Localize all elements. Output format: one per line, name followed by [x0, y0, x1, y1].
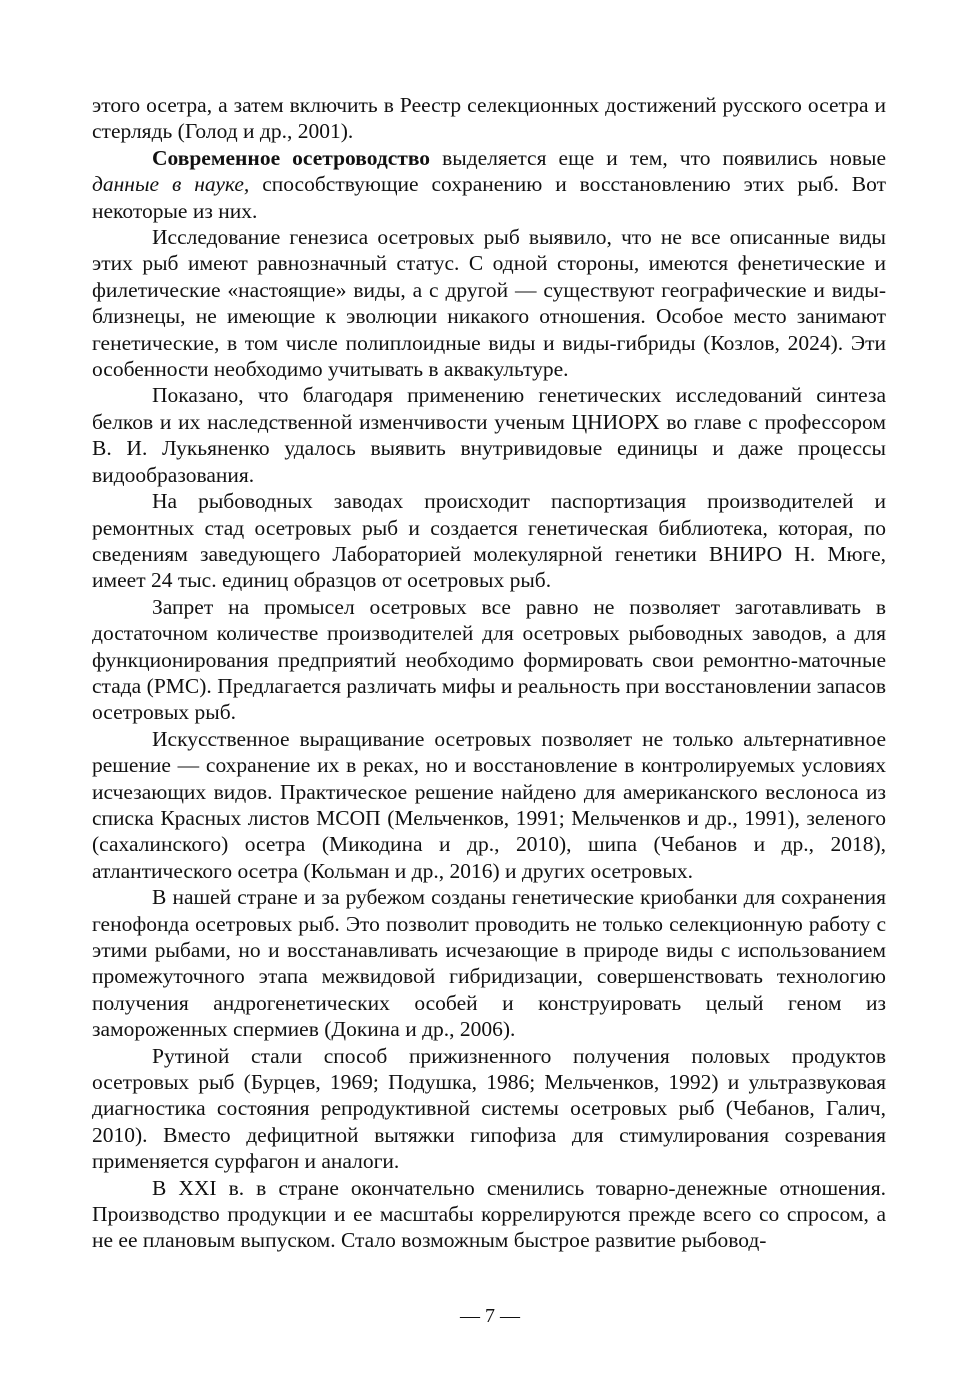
paragraph-continuation: этого осетра, а затем включить в Реестр селекционных достижений русского осетра и стерлядь (Голод и др., 2001).: [92, 93, 886, 144]
italic-term: данные в науке,: [92, 172, 250, 197]
paragraph-artificial-rearing: Искусственное выращивание осетровых позволяет не только альтернативное решение — сохранение их в реках, но и восстановление в контролируемых условиях исчезающих видов. Практическое решение найдено для американского веслоноса из списка Красных листов МСОП (Мельченков, 1991; Мельченков и др., 1991), зеленого (сахалинского) осетра (Микодина и др., 2010), шипа (Чебанов и др., 2018), атлантического осетра (Кольман и др., 2016) и других осетровых.: [92, 726, 886, 883]
page-number: — 7 —: [460, 1305, 520, 1327]
paragraph-xxi-century: В XXI в. в стране окончательно сменились товарно-денежные отношения. Производство продукции и ее масштабы коррелируются прежде всего со спросом, а не ее плановым выпуском. Стало возможным быстрое развитие рыбовод-: [92, 1175, 886, 1253]
bold-lead-term: Современное осетроводство: [152, 145, 431, 170]
page-body: [92, 92, 886, 1254]
paragraph-modern-sturgeon-farming: [92, 145, 886, 224]
paragraph-genesis-research: Исследование генезиса осетровых рыб выявило, что не все описанные виды этих рыб имеют равнозначный статус. С одной стороны, имеются фенетические и филетические «настоящие» виды, а с другой — существуют географические и виды-близнецы, не имеющие к эволюции никакого отношения. Особое место занимают генетические, в том числе полиплоидные виды и виды-гибриды (Козлов, 2024). Эти особенности необходимо учитывать в аквакультуре.: [92, 225, 886, 382]
paragraph-text: способствующие сохранению и восстановлению этих рыб. Вот некоторые из них.: [92, 172, 886, 223]
paragraph-text: выделяется еще и тем, что появились новые: [430, 145, 886, 170]
paragraph-genetic-studies: Показано, что благодаря применению генетических исследований синтеза белков и их наследственной изменчивости ученым ЦНИОРХ во главе с профессором В. И. Лукьяненко удалось выявить внутривидовые единицы и даже процессы видообразования.: [92, 383, 886, 487]
paragraph-passportization: На рыбоводных заводах происходит паспортизация производителей и ремонтных стад осетровых рыб и создается генетическая библиотека, которая, по сведениям заведующего Лабораторией молекулярной генетики ВНИРО Н. Мюге, имеет 24 тыс. единиц образцов от осетровых рыб.: [92, 489, 886, 593]
paragraph-routine-methods: Рутиной стали способ прижизненного получения половых продуктов осетровых рыб (Бурцев, 1969; Подушка, 1986; Мельченков, 1992) и ультразвуковая диагностика состояния репродуктивной системы осетровых рыб (Чебанов, Галич, 2010). Вместо дефицитной вытяжки гипофиза для стимулирования созревания применяется сурфагон и аналоги.: [92, 1043, 886, 1174]
paragraph-fishing-ban: Запрет на промысел осетровых все равно не позволяет заготавливать в достаточном количестве производителей для осетровых рыбоводных заводов, а для функционирования предприятий необходимо формировать свои ремонтно-маточные стада (РМС). Предлагается различать мифы и реальность при восстановлении запасов осетровых рыб.: [92, 594, 886, 725]
paragraph-cryobanks: В нашей стране и за рубежом созданы генетические криобанки для сохранения генофонда осетровых рыб. Это позволит проводить не только селекционную работу с этими рыбами, но и восстанавливать исчезающие в природе виды с использованием промежуточного этапа межвидовой гибридизации, совершенствовать технологию получения андрогенетических особей и конструировать целый геном из замороженных спермиев (Докина и др., 2006).: [92, 885, 886, 1042]
